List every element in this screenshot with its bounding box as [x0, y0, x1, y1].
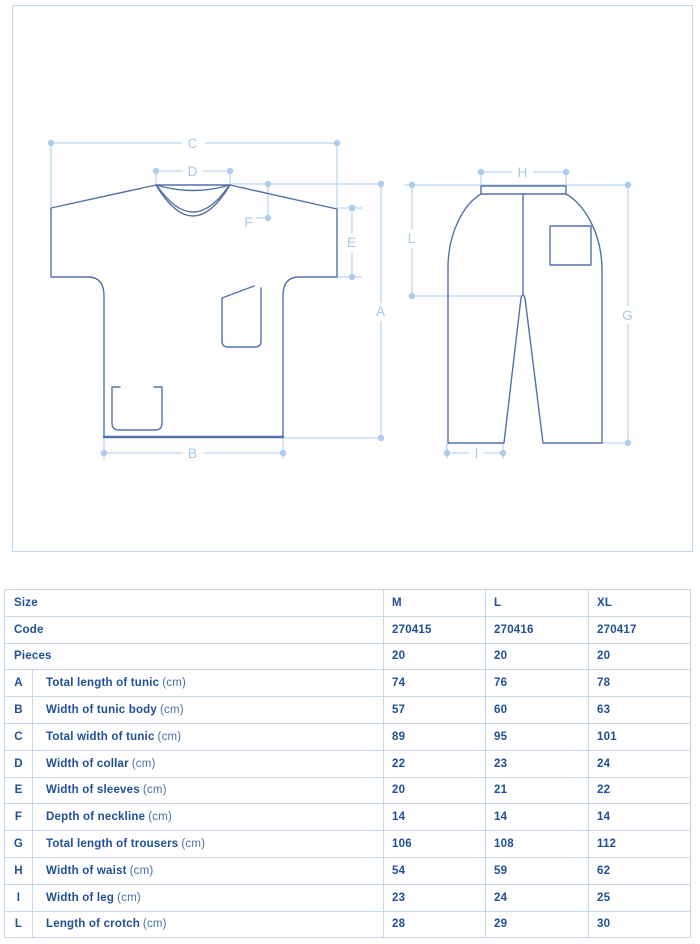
dimension-label-c: C	[187, 136, 199, 151]
measure-unit: (cm)	[131, 757, 156, 770]
trousers-dimension-lines	[404, 169, 631, 459]
pieces-m: 20	[384, 643, 486, 670]
size-l: L	[486, 590, 589, 617]
value-m: 74	[384, 670, 486, 697]
value-m: 89	[384, 723, 486, 750]
table-row-code	[5, 616, 691, 643]
row-label: Code	[5, 616, 384, 643]
table-row-measure-f	[5, 804, 691, 831]
measure-name: Depth of neckline (cm)	[33, 804, 384, 831]
table-row-measure-b	[5, 697, 691, 724]
pieces-xl: 20	[589, 643, 691, 670]
measure-unit: (cm)	[181, 838, 206, 851]
table-row-measure-c	[5, 723, 691, 750]
dimension-label-e: E	[346, 235, 358, 250]
table-row-size	[5, 590, 691, 617]
dimension-label-g: G	[622, 308, 634, 323]
dimension-label-f: F	[244, 215, 254, 230]
table-row-measure-h	[5, 857, 691, 884]
measure-name: Width of leg (cm)	[33, 884, 384, 911]
value-m: 14	[384, 804, 486, 831]
size-xl: XL	[589, 590, 691, 617]
value-m: 54	[384, 857, 486, 884]
measure-letter: B	[5, 697, 33, 724]
measure-name: Width of collar (cm)	[33, 750, 384, 777]
code-m: 270415	[384, 616, 486, 643]
table-row-measure-a	[5, 670, 691, 697]
value-xl: 78	[589, 670, 691, 697]
measure-unit: (cm)	[129, 864, 154, 877]
dimension-label-d: D	[187, 164, 199, 179]
measure-unit: (cm)	[117, 891, 141, 904]
dimension-label-b: B	[187, 446, 199, 461]
measure-unit: (cm)	[160, 704, 184, 717]
row-label: Size	[5, 590, 384, 617]
table-row-measure-g	[5, 831, 691, 858]
value-l: 29	[486, 911, 589, 938]
measure-unit: (cm)	[142, 784, 167, 797]
value-xl: 62	[589, 857, 691, 884]
measure-letter: E	[5, 777, 33, 804]
measure-name: Total length of tunic (cm)	[33, 670, 384, 697]
value-xl: 101	[589, 723, 691, 750]
dimension-label-a: A	[375, 304, 387, 319]
measure-letter: C	[5, 723, 33, 750]
tunic-lower-pocket	[112, 387, 162, 430]
measure-letter: D	[5, 750, 33, 777]
value-l: 14	[486, 804, 589, 831]
value-l: 59	[486, 857, 589, 884]
measure-unit: (cm)	[162, 677, 187, 690]
table-row-measure-e	[5, 777, 691, 804]
value-m: 57	[384, 697, 486, 724]
measure-unit: (cm)	[148, 811, 173, 824]
table-row-pieces	[5, 643, 691, 670]
measure-letter: L	[5, 911, 33, 938]
value-m: 28	[384, 911, 486, 938]
measure-name: Width of waist (cm)	[33, 857, 384, 884]
value-xl: 22	[589, 777, 691, 804]
value-xl: 14	[589, 804, 691, 831]
value-l: 95	[486, 723, 589, 750]
value-l: 108	[486, 831, 589, 858]
value-l: 21	[486, 777, 589, 804]
value-m: 20	[384, 777, 486, 804]
dimension-label-h: H	[517, 165, 529, 180]
size-table	[4, 589, 691, 938]
measure-letter: F	[5, 804, 33, 831]
code-l: 270416	[486, 616, 589, 643]
measure-name: Width of tunic body (cm)	[33, 697, 384, 724]
table-row-measure-i	[5, 884, 691, 911]
measure-name: Length of crotch (cm)	[33, 911, 384, 938]
measure-letter: I	[5, 884, 33, 911]
measure-name: Width of sleeves (cm)	[33, 777, 384, 804]
pieces-l: 20	[486, 643, 589, 670]
dimension-label-l: L	[407, 231, 417, 246]
value-l: 60	[486, 697, 589, 724]
measure-name: Total width of tunic (cm)	[33, 723, 384, 750]
measure-letter: H	[5, 857, 33, 884]
row-label: Pieces	[5, 643, 384, 670]
trousers-pocket	[550, 226, 591, 265]
value-xl: 25	[589, 884, 691, 911]
value-l: 23	[486, 750, 589, 777]
trousers-drawing	[448, 186, 602, 443]
tunic-drawing	[51, 185, 337, 437]
measure-name: Total length of trousers (cm)	[33, 831, 384, 858]
value-xl: 30	[589, 911, 691, 938]
value-l: 24	[486, 884, 589, 911]
value-m: 23	[384, 884, 486, 911]
table-row-measure-l	[5, 911, 691, 938]
value-m: 22	[384, 750, 486, 777]
value-l: 76	[486, 670, 589, 697]
measure-unit: (cm)	[157, 730, 182, 743]
dimension-label-i: I	[474, 446, 480, 461]
measure-letter: A	[5, 670, 33, 697]
tunic-chest-pocket	[222, 286, 261, 347]
measure-letter: G	[5, 831, 33, 858]
value-xl: 112	[589, 831, 691, 858]
table-row-measure-d	[5, 750, 691, 777]
value-xl: 24	[589, 750, 691, 777]
value-m: 106	[384, 831, 486, 858]
value-xl: 63	[589, 697, 691, 724]
size-m: M	[384, 590, 486, 617]
measure-unit: (cm)	[142, 918, 167, 931]
code-xl: 270417	[589, 616, 691, 643]
trousers-waistband	[481, 186, 566, 194]
